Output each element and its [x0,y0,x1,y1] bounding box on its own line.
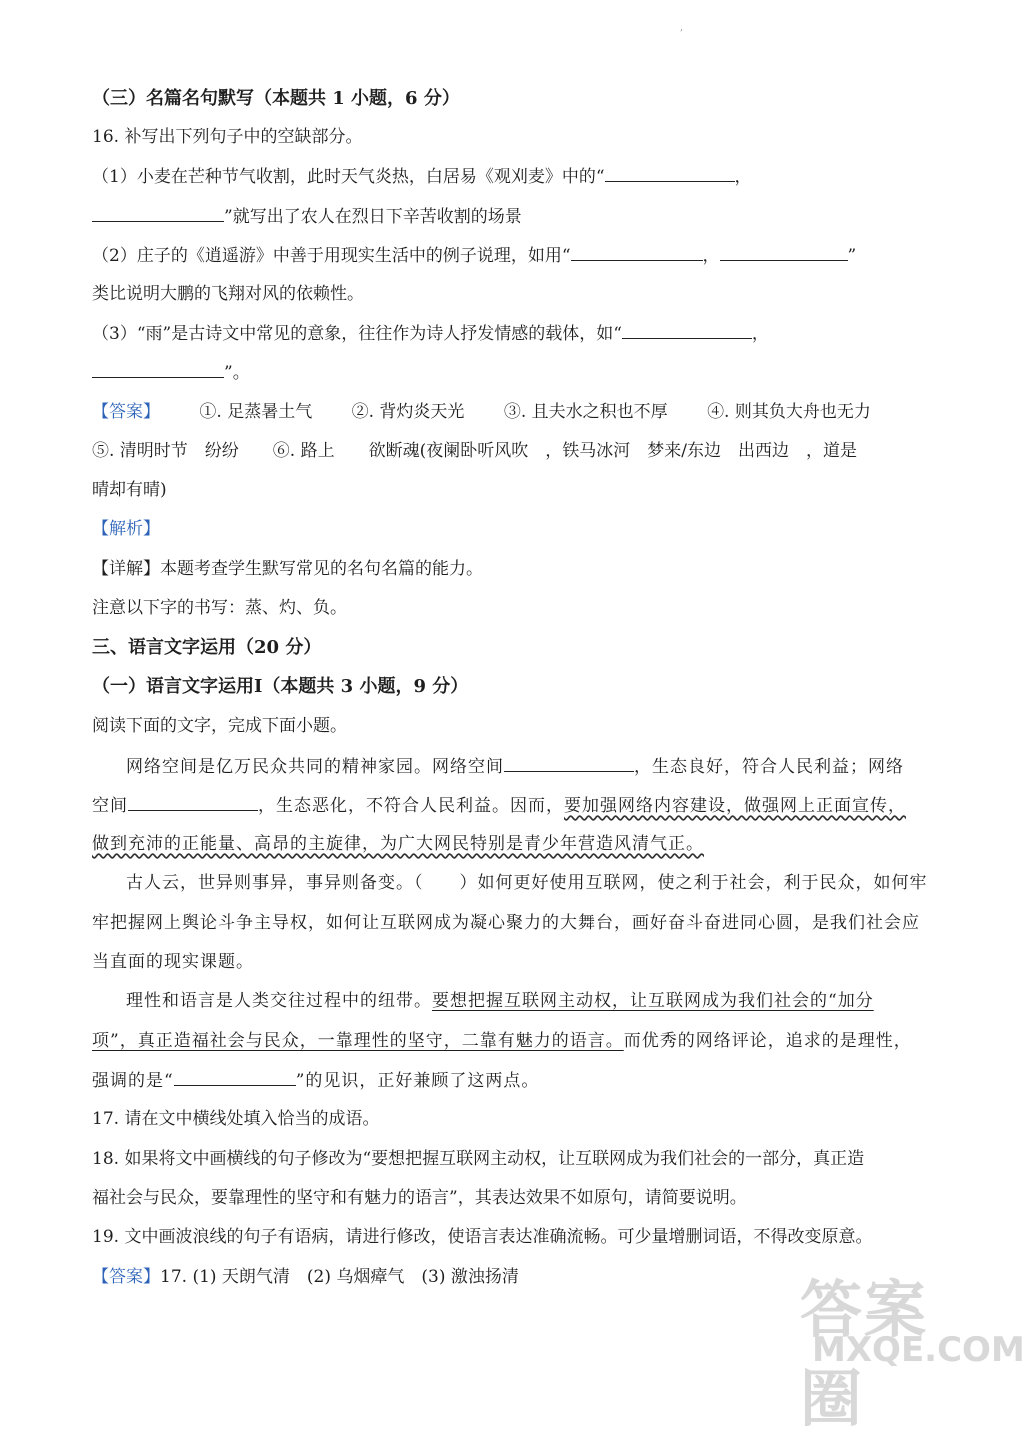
question-18-line1: 18. 如果将文中画横线的句子修改为“要想把握互联网主动权，让互联网成为我们社会的一部分，真正造 [92,1149,865,1169]
fill-blank [571,244,703,261]
fill-blank [622,322,752,339]
answer-item: ①. 足蒸暑土气 [199,402,313,422]
answer16-line1 [92,401,871,423]
text: ， [734,167,752,187]
passage-p1-line2 [92,794,906,817]
reading-intro: 阅读下面的文字，完成下面小题。 [92,716,347,736]
fill-blank [92,205,224,222]
text: ” [847,246,857,266]
text: 强调的是“ [92,1071,174,1091]
analysis-detail [92,558,483,580]
fill-blank [128,794,258,811]
text: ”的见识，正好兼顾了这两点。 [295,1071,540,1091]
text: 网络空间是亿万民众共同的精神家园。网络空间 [126,757,504,777]
q16-part3-line2 [92,361,250,384]
passage-p1-line3 [92,833,704,855]
answer-tag: 【答案】 [92,1267,160,1287]
text: ， [702,246,720,266]
text: ， [751,324,769,344]
q16-part2-line2: 类比说明大鹏的飞翔对风的依赖性。 [92,284,364,304]
answer-item: ③. 且夫水之积也不厚 [503,402,668,422]
passage-p3-line2 [92,1030,912,1052]
fill-blank [92,361,224,378]
text: 空间 [92,796,128,816]
passage-p3-line1 [126,990,874,1012]
question-18-line2: 福社会与民众，要靠理性的坚守和有魅力的语言”，其表达效果不如原句，请简要说明。 [92,1188,747,1208]
watermark-logo [790,1260,1025,1435]
text: （2）庄子的《逍遥游》中善于用现实生活中的例子说理，如用“ [92,246,571,266]
text: ”。 [224,363,250,383]
answer16-line3: 晴却有晴) [92,480,167,500]
subsection-title: （一）语言文字运用Ⅰ（本题共 3 小题，9 分） [92,676,469,697]
passage-p2-line3: 当直面的现实课题。 [92,952,254,972]
question-16: 16. 补写出下列句子中的空缺部分。 [92,127,363,147]
analysis-note: 注意以下字的书写：蒸、灼、负。 [92,598,347,618]
wavy-underlined-sentence: 做到充沛的正能量、高昂的主旋律，为广大网民特别是青少年营造风清气正。 [92,834,704,854]
detail-tag: 【详解】 [92,559,160,579]
fill-blank [504,755,634,772]
q16-part3-line1 [92,322,769,345]
passage-p1-line1 [126,755,904,778]
answer17-line [92,1266,519,1288]
question-17: 17. 请在文中横线处填入恰当的成语。 [92,1109,380,1129]
watermark-url: MXQE.COM [812,1330,1025,1370]
text: 理性和语言是人类交往过程中的纽带。 [126,991,432,1011]
answer-item: ②. 背灼炎天光 [351,402,465,422]
fill-blank [174,1069,296,1086]
text: （3）“雨”是古诗文中常见的意象，往往作为诗人抒发情感的载体，如“ [92,324,622,344]
text: ”就写出了农人在烈日下辛苦收割的场景 [224,207,522,227]
scan-dot: , [680,22,684,33]
text: 而优秀的网络评论，追求的是理性， [623,1031,912,1051]
passage-p2-line2: 牢把握网上舆论斗争主导权，如何让互联网成为凝心聚力的大舞台，画好奋斗奋进同心圆，是我们社会应 [92,913,920,933]
wavy-underlined-sentence: 要加强网络内容建设，做强网上正面宣传， [564,796,906,816]
passage-p3-line3 [92,1069,539,1092]
analysis-tag: 【解析】 [92,519,160,539]
text: （1）小麦在芒种节气收割，此时天气炎热，白居易《观刈麦》中的“ [92,167,605,187]
underlined-sentence: 要想把握互联网主动权，让互联网成为我们社会的“加分 [432,991,874,1011]
underlined-sentence: 项”，真正造福社会与民众，一靠理性的坚守，二靠有魅力的语言。 [92,1031,624,1051]
q16-part1-line1 [92,165,752,188]
answer-item: ④. 则其负大舟也无力 [707,402,871,422]
passage-p2-line1: 古人云，世异则事异，事异则备变。（ ）如何更好使用互联网，使之利于社会，利于民众，如何牢 [126,873,928,893]
fill-blank [605,165,735,182]
answer16-line2: ⑤. 清明时节 纷纷 ⑥. 路上 欲断魂(夜阑卧听风吹 ，铁马冰河 梦来/东边 出西边 ，道是 [92,441,857,461]
answer-text: 17. (1) 天朗气清 (2) 乌烟瘴气 (3) 激浊扬清 [160,1267,519,1287]
question-19: 19. 文中画波浪线的句子有语病，请进行修改，使语言表达准确流畅。可少量增删词语，不得改变原意。 [92,1227,873,1247]
text: ，生态恶化，不符合人民利益。因而， [258,796,564,816]
section-title: （三）名篇名句默写（本题共 1 小题，6 分） [92,88,460,109]
watermark-text: 答案圈 [800,1273,929,1435]
fill-blank [720,244,848,261]
answer-tag: 【答案】 [92,402,160,422]
text: ，生态良好，符合人民利益；网络 [634,757,904,777]
q16-part1-line2 [92,205,522,228]
q16-part2-line1 [92,244,856,267]
detail-text: 本题考查学生默写常见的名句名篇的能力。 [160,559,483,579]
section-title: 三、语言文字运用（20 分） [92,637,322,658]
